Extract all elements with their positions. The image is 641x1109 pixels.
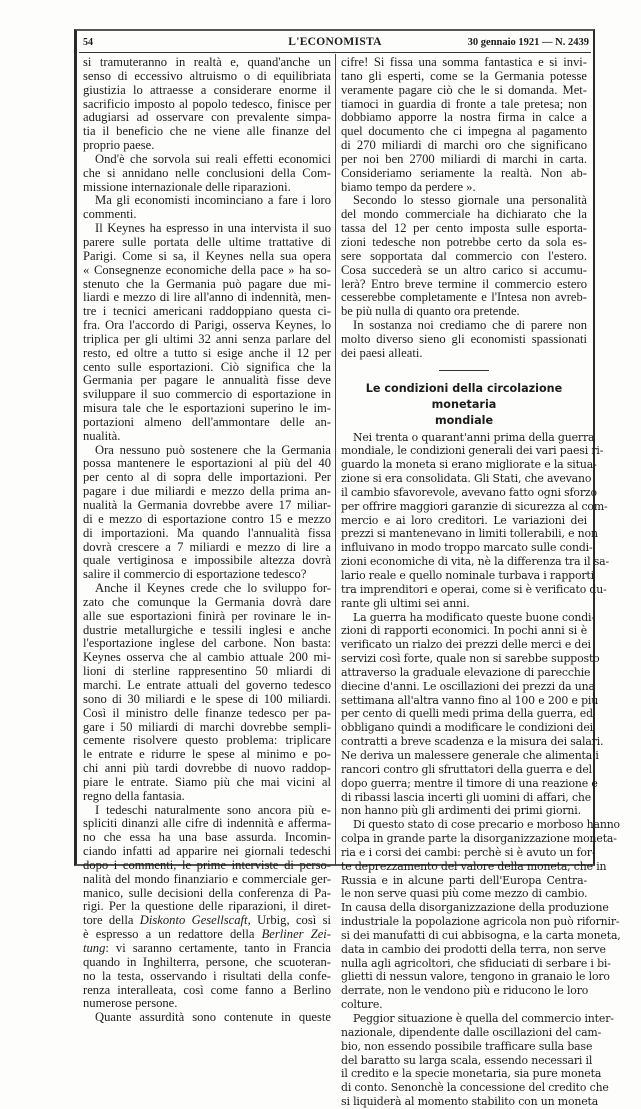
text-line: lerà? Entro breve termine il commercio estero — [341, 276, 587, 291]
paragraph — [341, 610, 604, 819]
text-line: pagare i due miliardi e mezzo della prima an- — [83, 484, 331, 499]
text-line: rigi. Per la questione delle riparazioni, il diret- — [83, 899, 331, 914]
text-line: mondiale, le condizioni generali dei vari paesi ri- — [341, 444, 604, 458]
text-line: industriale la popolazione agricola non può rifornir- — [341, 915, 620, 929]
text-line: veramente pagare ciò che le si domanda. Met- — [341, 82, 587, 97]
text-line: I tedeschi naturalmente sono ancora più e- — [95, 802, 331, 817]
text-line: tia il beneficio che ne viene alle finanze del — [83, 124, 331, 139]
text-line: tano gli esperti, come se la Germania potesse — [341, 68, 587, 83]
text-line: salire il commercio di esportazione tedesco? — [83, 567, 307, 582]
text-line: di conto. Senonchè la concessione del credito che — [341, 1081, 609, 1095]
text-line: giustizia lo attraesse a considerare enorme il — [83, 82, 331, 97]
text-line: nazionale, dipendente dalle oscillazioni del cam- — [341, 1025, 602, 1039]
text-line: biamo tempo da perdere ». — [341, 179, 476, 194]
text-line: si tramuteranno in realtà e, quand'anche un — [83, 55, 331, 69]
article-title-line-2: mondiale — [434, 413, 494, 427]
text-line: Anche il Keynes crede che lo sviluppo for- — [95, 581, 331, 596]
paragraph — [341, 430, 610, 611]
text-line: tore della Diskonto Gesellscaft, Urbig, così si — [83, 913, 331, 928]
paragraph — [83, 153, 331, 195]
text-line: Russia e in alcune parti dell'Europa Centra- — [341, 873, 587, 887]
article-title-line-1: Le condizioni della circolazione monetaria — [365, 381, 563, 411]
text-line: obbligano quindi a modificare le condizioni dei — [341, 721, 593, 735]
text-line: Il Keynes ha espresso in una intervista il suo — [95, 221, 331, 236]
text-line: dei paesi alleati. — [341, 345, 423, 360]
section-rule — [439, 370, 489, 371]
text-line: In sostanza noi crediamo che di parere non — [353, 318, 587, 333]
text-line: La guerra ha modificato queste buone condi- — [353, 610, 595, 624]
text-line: molto diverso sieno gli economisti spassionati — [341, 331, 587, 346]
text-line: non hanno più gli ardimenti dei primi giorni. — [341, 804, 581, 818]
text-line: zioni tedesche non potrebbe certo da sola es- — [341, 234, 587, 249]
text-line: nualità. — [83, 428, 121, 443]
text-line: Di questo stato di cose precario e morboso hanno — [353, 818, 620, 832]
text-line: sono di 30 miliardi e le spese di 100 miliardi. — [83, 691, 331, 706]
text-line: parere sulle portata delle ultime trattative di — [83, 234, 331, 249]
text-line: no che essa ha una base assurda. Incomin- — [83, 830, 331, 845]
text-line: cemente risolvere questo problema: triplicare — [83, 733, 331, 748]
paragraph — [83, 56, 331, 153]
right-column — [341, 55, 621, 1109]
text-line: Nei trenta o quarant'anni prima della guerra — [353, 430, 595, 444]
text-line: si liquiderà al momento stabilito con un moneta — [341, 1095, 599, 1109]
text-line: Così il ministro delle finanze tedesco per pa- — [83, 705, 331, 720]
paragraph — [83, 582, 331, 804]
text-line: cento sulle esportazioni. Ciò significa che la — [83, 359, 331, 374]
text-line: portazioni almeno dell'ammontare delle an- — [83, 414, 331, 429]
issue-date: 30 gennaio 1921 — N. 2439 — [467, 37, 589, 48]
text-line: missione internazionale delle riparazioni. — [83, 179, 291, 194]
column-divider — [335, 54, 336, 866]
text-line: marchi. Le entrate attuali del governo tedesco — [83, 677, 331, 692]
text-line: nalità del mondo finanziario e commerciale ger- — [83, 871, 331, 886]
text-line: colpa in grande parte la disorganizzazione moneta- — [341, 832, 617, 846]
text-line: Ond'è che sorvola sui reali effetti economici — [95, 151, 331, 166]
article-title — [341, 381, 587, 429]
text-line: contratti a breve scadenza e la misura dei salari. — [341, 735, 604, 749]
paragraph — [83, 1011, 331, 1025]
text-line: che si annidano nelle conclusioni della Com- — [83, 165, 331, 180]
text-line: proprio paese. — [83, 138, 155, 153]
paragraph — [83, 804, 331, 1012]
page-header — [79, 32, 591, 53]
text-line: dovrà crescere a 7 miliardi e mezzo di lire a — [83, 539, 331, 554]
text-line: influivano in modo troppo marcato sulle condi- — [341, 541, 593, 555]
paragraph — [341, 818, 621, 1012]
text-line: derrate, non le vendono più e riducono le loro — [341, 984, 589, 998]
text-line: commenti. — [83, 207, 137, 222]
text-line: zioni di rapporti economici. In pochi anni si è — [341, 624, 587, 638]
text-line: per noi ben 2700 miliardi di marchi in carta. — [341, 151, 587, 166]
text-line: il credito e la specie monetaria, sia pure moneta — [341, 1067, 602, 1081]
text-line: Ma gli economisti incominciano a fare i loro — [95, 193, 331, 208]
text-line: del baratto su larga scala, essendo necessari il — [341, 1053, 593, 1067]
text-line: spliciti dinanzi alle cifre di indennità e afferma- — [83, 816, 331, 831]
text-line: il cambio sfavorevole, avevano fatto ogni sforzo — [341, 485, 597, 499]
page-number: 54 — [83, 37, 93, 48]
text-line: dopo i commenti, le prime interviste di perso- — [83, 857, 331, 872]
masthead: L'ECONOMISTA — [288, 36, 382, 48]
text-line: Ora nessuno può sostenere che la Germania — [95, 442, 331, 457]
text-line: tre i tecnici americani raddoppiano questa ci- — [83, 304, 331, 319]
text-line: rancori contro gli sfruttatori della guerra e del — [341, 762, 592, 776]
text-line: manico, sulle decisioni della conferenza di Pa- — [83, 885, 331, 900]
text-line: mercio e ai loro creditori. Le variazioni dei — [341, 513, 587, 527]
text-line: per cento al di sopra delle importazioni. Per — [83, 470, 331, 485]
text-line: piare le entrate. Siamo più che mai vicini al — [83, 774, 331, 789]
text-line: misura tale che le esportazioni superino le im- — [83, 401, 331, 416]
text-line: Germania per pagare le annualità fisse deve — [83, 373, 331, 388]
text-line: fra. Ora l'accordo di Parigi, osserva Keynes, lo — [83, 318, 331, 333]
text-line: bio, non essendo possibile trafficare sulla base — [341, 1039, 593, 1053]
text-line: chi anni più tardi dovrebbe di nuovo raddop- — [83, 761, 331, 776]
paragraph — [83, 194, 331, 222]
paragraph — [83, 222, 331, 444]
text-line: sviluppare il suo commercio di esportazione in — [83, 387, 331, 402]
right-column-continuation — [341, 56, 587, 361]
text-line: verificato un rialzo dei prezzi delle merci e dei — [341, 638, 591, 652]
text-line: attraverso la graduale elevazione di parecchie — [341, 665, 591, 679]
text-line: resto, ed oltre a tutto si esige anche il 12 per — [83, 345, 331, 360]
text-line: zato che comunque la Germania dovrà dare — [83, 594, 331, 609]
text-line: di importazioni. Ma quando l'annualità fissa — [83, 525, 331, 540]
text-line: le entrate e ridurre le spese al minimo e po- — [83, 747, 331, 762]
text-line: tiamoci in guardia di fronte a tale pretesa; non — [341, 96, 587, 111]
text-line: renza interalleata, così come fanno a Berlino — [83, 982, 331, 997]
text-line: cifre! Si fissa una somma fantastica e si invi- — [341, 55, 587, 69]
text-line: settimana all'altra vanno fino al 100 e 200 e più — [341, 693, 599, 707]
text-line: cesserebbe completamente e l'Intesa non avreb- — [341, 290, 587, 305]
text-line: le non serve quasi più come mezzo di cambio. — [341, 887, 588, 901]
text-line: Quante assurdità sono contenute in queste — [95, 1010, 331, 1025]
text-line: adugiarsi ad osservare con prevalente simpa- — [83, 110, 331, 125]
text-line: sacrificio imposto al popolo tedesco, finisce per — [83, 96, 331, 111]
text-line: Consideriamo seriamente la realtà. Non ab- — [341, 165, 587, 180]
text-line: Parigi. Come si sa, il Keynes nella sua opera — [83, 248, 331, 263]
paragraph — [341, 319, 587, 361]
paragraph — [83, 444, 331, 582]
paragraph — [341, 194, 587, 319]
text-line: ciando infatti ad apparire nei giornali tedeschi — [83, 844, 331, 859]
text-line: liardi e mezzo di lire all'anno di indennità, men- — [83, 290, 331, 305]
article-body — [341, 430, 621, 1109]
text-line: servizi così forte, quale non si sarebbe supposto — [341, 652, 600, 666]
text-line: diecine d'anni. Le oscillazioni dei prezzi da una — [341, 679, 595, 693]
text-line: colture. — [341, 998, 383, 1012]
text-line: prezzi si mantenevano in limiti tollerabili, e non — [341, 527, 598, 541]
text-line: dobbiamo apporre la nostra firma in calce a — [341, 110, 587, 125]
text-line: l'esportazione inglese del carbone. Non basta: — [83, 636, 331, 651]
text-line: Keynes osserva che al cambio attuale 200 mi- — [83, 650, 331, 665]
text-line: di 270 miliardi di marchi oro che significano — [341, 138, 587, 153]
text-line: triplica per gli ultimi 32 anni senza parlare del — [83, 331, 331, 346]
text-line: possa mantenere le esportazioni al più del 40 — [83, 456, 331, 471]
text-line: te deprezzamento del valore della moneta, che in — [341, 859, 607, 873]
text-line: Ne deriva un malessere generale che alimenta i — [341, 748, 599, 762]
text-line: per offrire maggiori garanzie di sicurezza al com- — [341, 499, 608, 513]
text-line: di ribassi lascia incerti gli uomini di affari, che — [341, 790, 592, 804]
text-line: tung: vi saranno certamente, tanto in Francia — [83, 941, 331, 955]
text-line: data in cambio dei prodotti della terra, non serve — [341, 942, 606, 956]
text-line: è espresso a un redattore della Berliner Zei- — [83, 927, 332, 942]
text-line: Cosa succederà se un altro carico si accumu- — [341, 262, 587, 277]
text-line: In causa della disorganizzazione della produzione — [341, 901, 609, 915]
text-line: stenuto che la Germania può pagare due mi- — [83, 276, 331, 291]
text-line: nulla agli agricoltori, che sfiduciati di serbare i bi- — [341, 956, 611, 970]
text-line: dopo guerra; mentre il timore di una reazione e — [341, 776, 598, 790]
text-line: rante gli ultimi sei anni. — [341, 596, 470, 610]
text-line: tassa del 12 per cento imposta sulle esporta- — [341, 221, 587, 236]
text-line: be più nulla di quanto ora pretende. — [341, 304, 520, 319]
text-line: glietti di nessun valore, tengono in granaio le loro — [341, 970, 610, 984]
text-line: ria e i corsi dei cambi: perchè si è avuto un for- — [341, 845, 596, 859]
paragraph — [341, 56, 587, 194]
text-line: guardo la moneta si erano migliorate e la situa- — [341, 458, 597, 472]
text-line: nualità la Germania dovrebbe avere 17 miliar- — [83, 498, 331, 512]
text-line: zione si era consolidata. Gli Stati, che avevano — [341, 472, 592, 486]
text-line: gare i 50 miliardi di marchi dovrebbe sempli- — [83, 719, 331, 734]
text-line: Peggior situazione è quella del commercio inter- — [353, 1012, 614, 1025]
text-line: senso di eccessivo altruismo o di equilibriata — [83, 68, 331, 83]
text-line: numerose persone. — [83, 996, 178, 1011]
text-line: regno della fantasia. — [83, 788, 185, 803]
text-line: dustrie metallurgiche e tessili inglesi e anche — [83, 622, 331, 637]
text-line: quando in Inghilterra, persone, che scuoteran- — [83, 954, 331, 969]
text-line: per cento di quelli medi prima della guerra, ed — [341, 707, 593, 721]
text-line: zioni economiche di vita, nè la differenza tra il sa- — [341, 555, 610, 569]
text-line: « Consegnenze economiche della pace » ha so- — [83, 262, 331, 277]
text-line: lioni di sterline rappresentino 50 mliardi di — [83, 664, 331, 679]
text-line: lario reale e quello nominale turbava i rapporti — [341, 569, 594, 582]
paragraph — [341, 1012, 614, 1109]
text-line: Secondo lo stesso giornale una personalità — [353, 193, 587, 208]
text-line: si dei manufatti di cui abbisogna, e la carta moneta, — [341, 928, 621, 942]
text-line: quel documento che ci impegna al pagamento — [341, 124, 587, 139]
left-column — [83, 56, 331, 1025]
text-line: no la testa, osservando i risultati della confe- — [83, 968, 331, 983]
text-line: di e mezzo di esportazione contro 15 e mezzo — [83, 511, 331, 526]
text-line: quale vertiginosa e impossibile altezza dovrà — [83, 553, 331, 568]
text-line: sere sopportata dal commercio con l'estero. — [341, 248, 587, 263]
text-line: tra imprenditori e operai, come si è verificato du- — [341, 582, 607, 596]
text-line: del mondo commerciale ha dichiarato che la — [341, 207, 587, 222]
text-line: alle sue esportazioni finirà per rovinare le in- — [83, 608, 331, 623]
